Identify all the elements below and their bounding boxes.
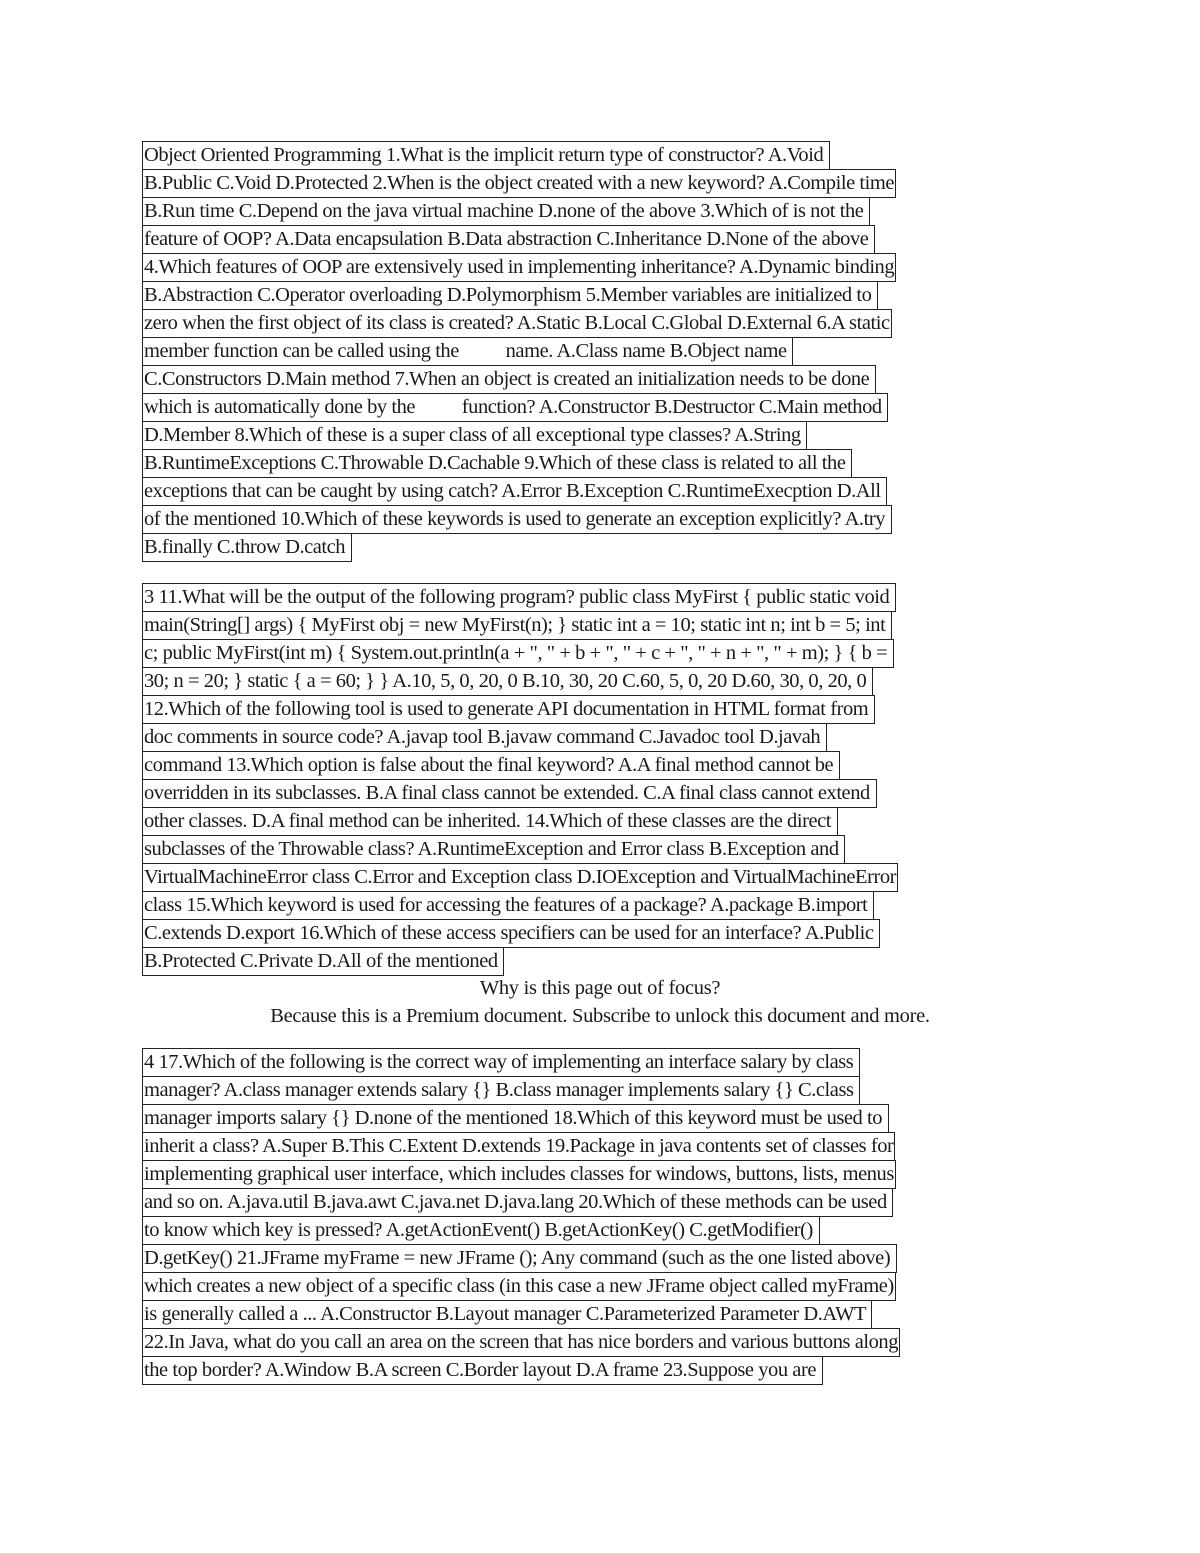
text-line: B.RuntimeExceptions C.Throwable D.Cachable 9.Which of these class is related to all the [142,449,852,478]
text-line: inherit a class? A.Super B.This C.Extent D.extends 19.Package in java contents set of classes for [142,1132,895,1161]
text-line: 12.Which of the following tool is used to generate API documentation in HTML format from [142,695,875,724]
text-line: other classes. D.A final method can be inherited. 14.Which of these classes are the direct [142,807,838,836]
text-line: command 13.Which option is false about the final keyword? A.A final method cannot be [142,751,840,780]
text-line: 3 11.What will be the output of the following program? public class MyFirst { public static void [142,583,896,612]
question-block-page-4 [142,1049,1062,1385]
text-line: overridden in its subclasses. B.A final class cannot be extended. C.A final class cannot extend [142,779,877,808]
text-line: implementing graphical user interface, which includes classes for windows, buttons, lists, menus [142,1160,896,1189]
text-line: D.getKey() 21.JFrame myFrame = new JFrame (); Any command (such as the one listed above) [142,1244,897,1273]
text-line: B.Run time C.Depend on the java virtual machine D.none of the above 3.Which of is not the [142,197,870,226]
text-line: class 15.Which keyword is used for accessing the features of a package? A.package B.import [142,891,874,920]
text-line: subclasses of the Throwable class? A.RuntimeException and Error class B.Exception and [142,835,845,864]
text-line: and so on. A.java.util B.java.awt C.java.net D.java.lang 20.Which of these methods can be used [142,1188,893,1217]
text-line: B.Protected C.Private D.All of the mentioned [142,947,504,976]
text-line: zero when the first object of its class is created? A.Static B.Local C.Global D.External 6.A static [142,309,892,338]
text-line: C.extends D.export 16.Which of these access specifiers can be used for an interface? A.Public [142,919,880,948]
premium-notice-message: Because this is a Premium document. Subscribe to unlock this document and more. [270,1005,930,1027]
text-line: 30; n = 20; } static { a = 60; } } A.10, 5, 0, 20, 0 B.10, 30, 20 C.60, 5, 0, 20 D.60, 30, 0, 20, 0 [142,667,873,696]
text-line: exceptions that can be caught by using catch? A.Error B.Exception C.RuntimeExecption D.All [142,477,887,506]
text-line: manager imports salary {} D.none of the mentioned 18.Which of this keyword must be used to [142,1104,889,1133]
text-line: 22.In Java, what do you call an area on the screen that has nice borders and various buttons along [142,1328,900,1357]
text-line: VirtualMachineError class C.Error and Exception class D.IOException and VirtualMachineError [142,863,898,892]
text-line: which creates a new object of a specific class (in this case a new JFrame object called myFrame) [142,1272,896,1301]
text-line: c; public MyFirst(int m) { System.out.println(a + ", " + b + ", " + c + ", " + n + ", " + m); } { b = [142,639,894,668]
text-line: B.Abstraction C.Operator overloading D.Polymorphism 5.Member variables are initialized to [142,281,878,310]
text-line: of the mentioned 10.Which of these keywords is used to generate an exception explicitly? A.try [142,505,892,534]
text-line: D.Member 8.Which of these is a super class of all exceptional type classes? A.String [142,421,807,450]
text-line: member function can be called using the name. A.Class name B.Object name [142,337,793,366]
text-line: manager? A.class manager extends salary {} B.class manager implements salary {} C.class [142,1076,860,1105]
text-line: C.Constructors D.Main method 7.When an object is created an initialization needs to be done [142,365,876,394]
text-line: the top border? A.Window B.A screen C.Border layout D.A frame 23.Suppose you are [142,1356,823,1385]
text-line: B.Public C.Void D.Protected 2.When is the object created with a new keyword? A.Compile time [142,169,896,198]
text-line: Object Oriented Programming 1.What is the implicit return type of constructor? A.Void [142,141,830,170]
text-line: which is automatically done by the function? A.Constructor B.Destructor C.Main method [142,393,888,422]
text-line: is generally called a ... A.Constructor B.Layout manager C.Parameterized Parameter D.AWT [142,1300,872,1329]
text-line: to know which key is pressed? A.getActionEvent() B.getActionKey() C.getModifier() [142,1216,820,1245]
text-line: 4 17.Which of the following is the correct way of implementing an interface salary by class [142,1048,860,1077]
question-block-page-2 [142,142,1062,562]
premium-notice-title: Why is this page out of focus? [479,977,721,999]
text-line: main(String[] args) { MyFirst obj = new MyFirst(n); } static int a = 10; static int n; int b = 5; int [142,611,892,640]
text-line: doc comments in source code? A.javap tool B.javaw command C.Javadoc tool D.javah [142,723,827,752]
text-line: feature of OOP? A.Data encapsulation B.Data abstraction C.Inheritance D.None of the above [142,225,875,254]
text-line: 4.Which features of OOP are extensively used in implementing inheritance? A.Dynamic binding [142,253,896,282]
question-block-page-3 [142,584,1062,976]
text-line: B.finally C.throw D.catch [142,533,352,562]
